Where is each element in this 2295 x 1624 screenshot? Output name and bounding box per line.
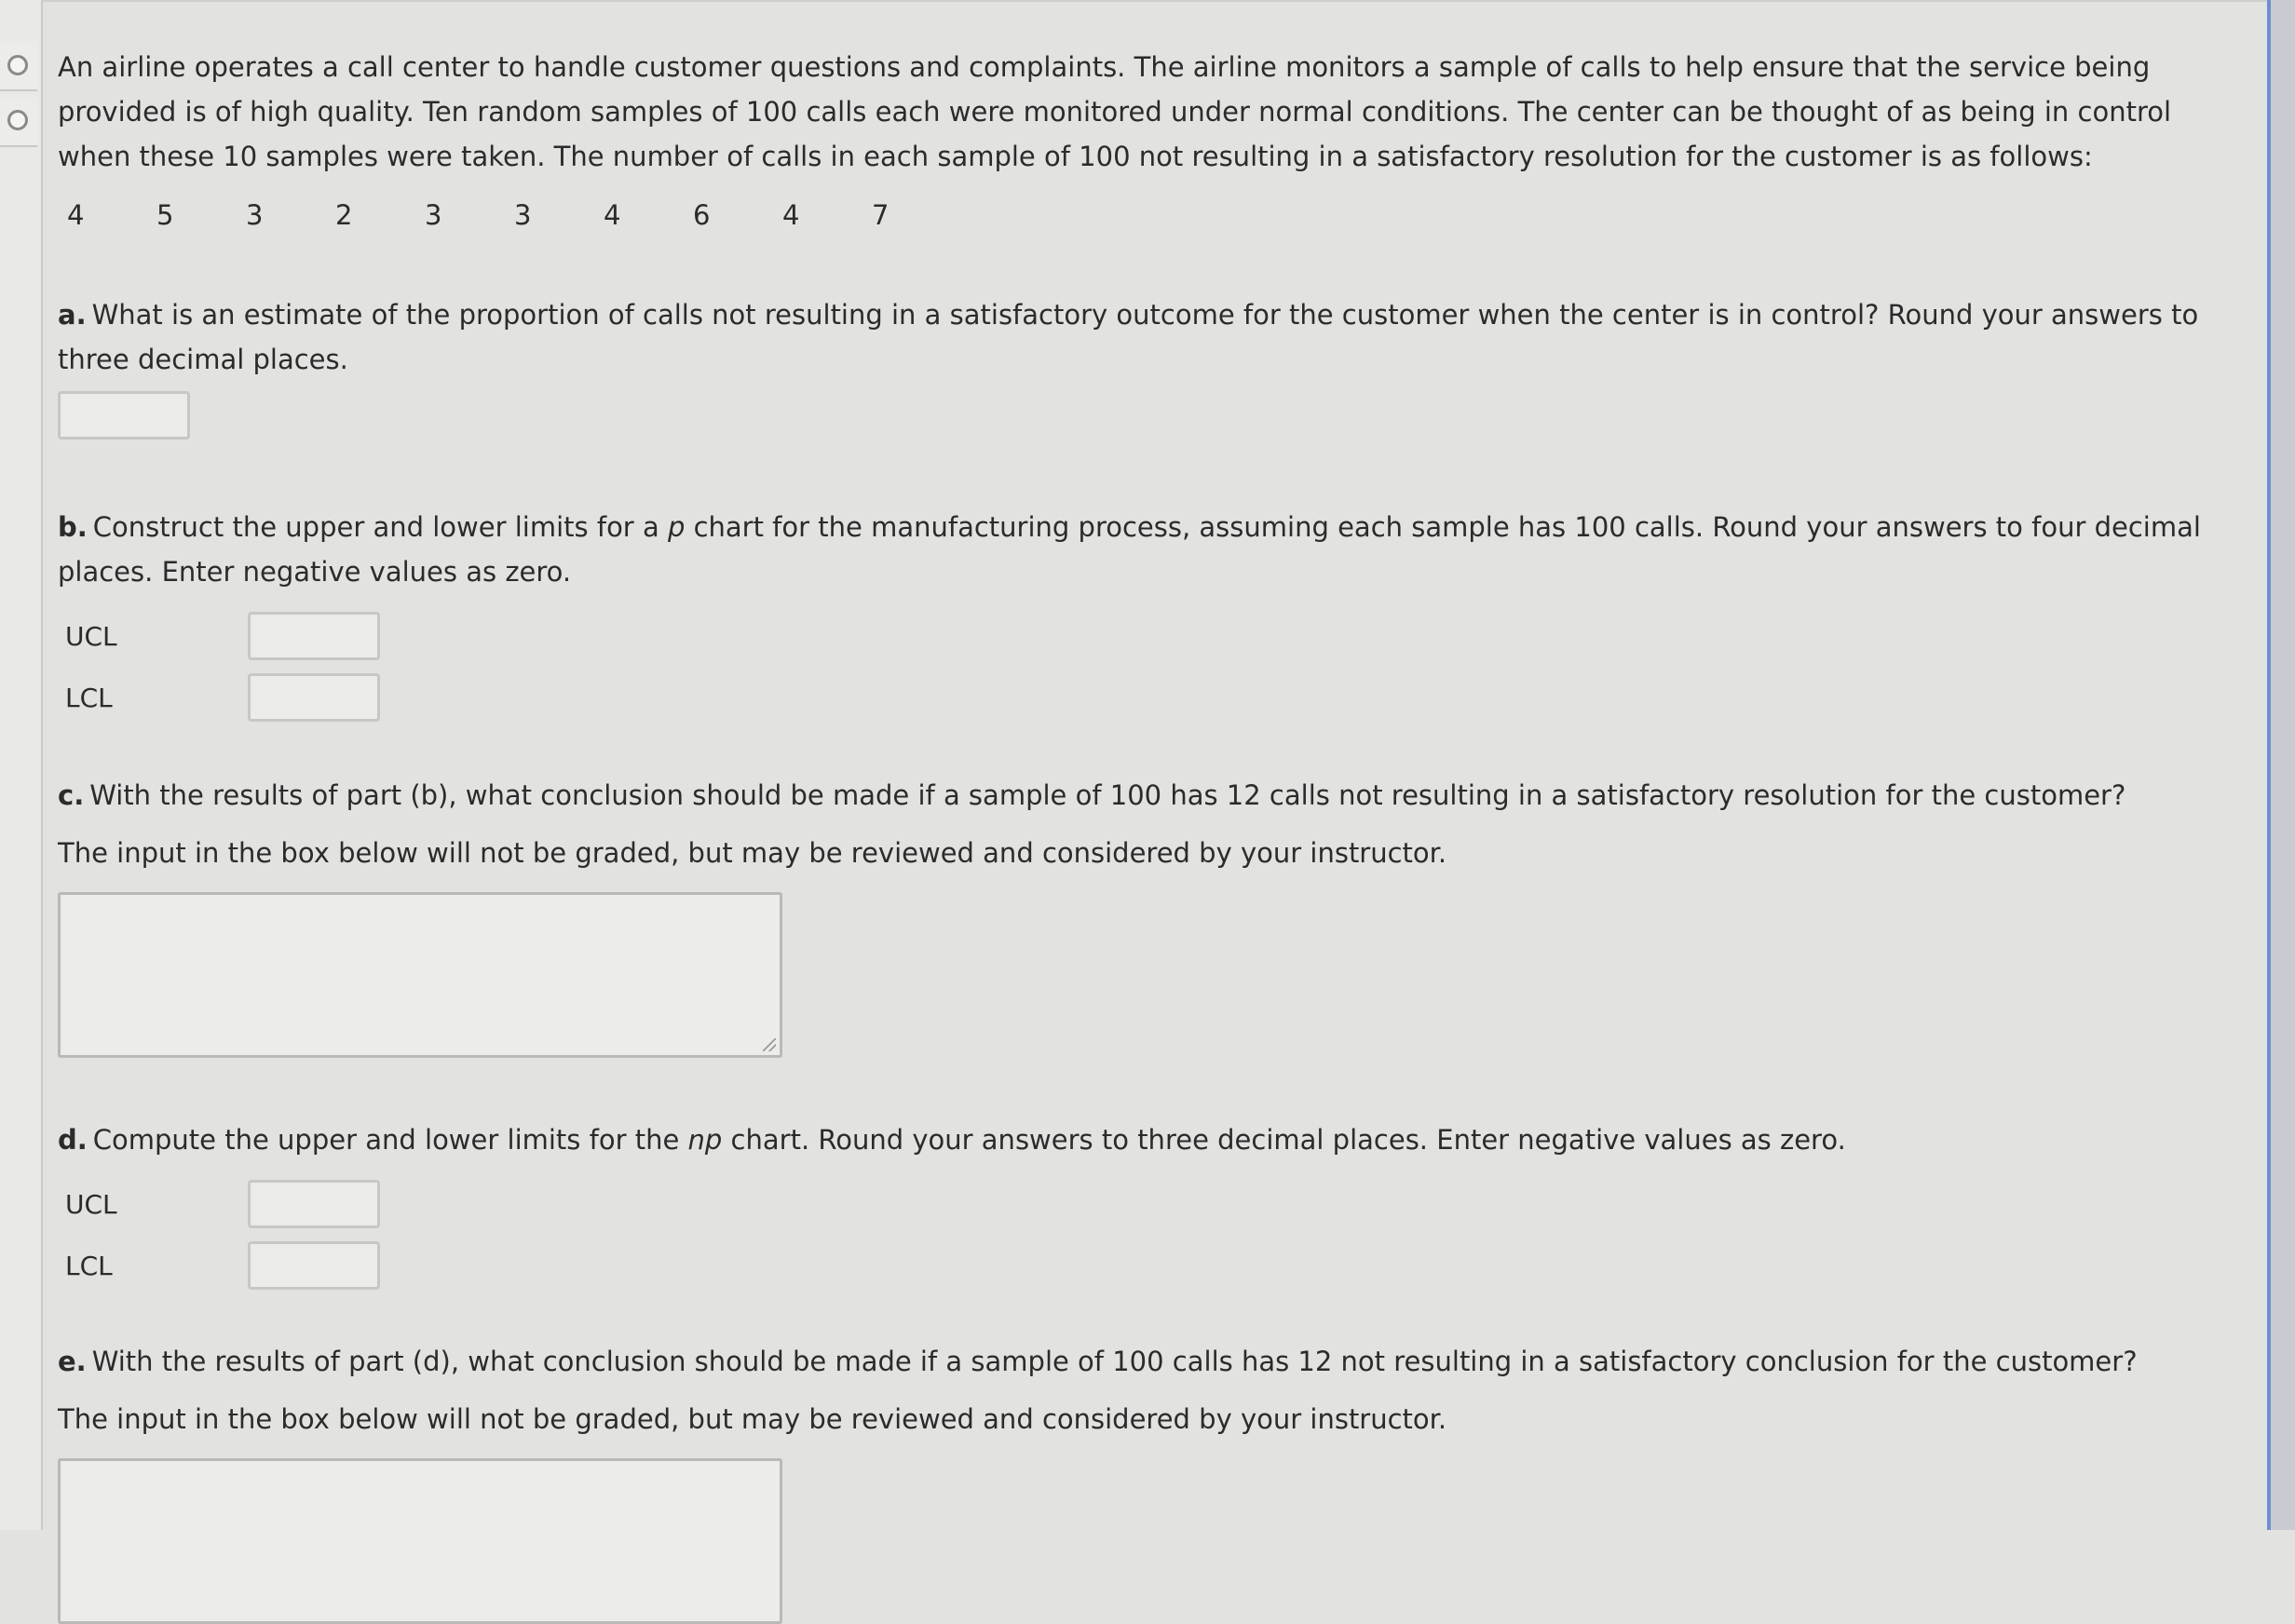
sample-value: 3 [425, 199, 442, 231]
np-ucl-input[interactable] [248, 1180, 380, 1228]
sample-value: 3 [514, 199, 532, 231]
question-content [58, 45, 2247, 1624]
np-lcl-input[interactable] [248, 1241, 380, 1290]
part-e-response-textarea[interactable] [58, 1458, 782, 1624]
lcl-label: LCL [65, 682, 113, 713]
p-chart-limits [58, 605, 2247, 728]
ucl-label: UCL [65, 620, 117, 652]
part-b-variable: p [667, 511, 686, 543]
part-c-question [58, 773, 2237, 818]
part-e-letter: e. [58, 1346, 87, 1377]
radio-icon[interactable] [7, 55, 28, 75]
sample-values [67, 199, 2247, 231]
part-c [58, 773, 2247, 1058]
sample-value: 7 [872, 199, 889, 231]
part-a-letter: a. [58, 299, 87, 331]
problem-intro: An airline operates a call center to handle customer questions and complaints. The airline monitors a sample of calls to help ensure that the service being provided is of high quality. Ten random samples of 100 calls each were monitored under normal conditions. The center can be thought of as being in control when these 10 samples were taken. The number of calls in each sample of 100 not resulting in a satisfactory resolution for the customer is as follows: [58, 51, 2172, 172]
sample-value: 4 [782, 199, 800, 231]
ucl-label: UCL [65, 1188, 117, 1220]
part-a [58, 292, 2247, 440]
part-e-question [58, 1339, 2237, 1384]
part-d-text-2: chart. Round your answers to three decimal places. Enter negative values as zero. [722, 1124, 1846, 1156]
part-b-question [58, 505, 2237, 594]
part-b-text-2: chart for the manufacturing process, assuming each sample has 100 calls. Round your answers to four decimal places. Enter negative values as zero. [58, 511, 2201, 588]
part-c-note: The input in the box below will not be graded, but may be reviewed and considered by your instructor. [58, 837, 1447, 869]
left-rail [0, 0, 43, 1530]
part-d-variable: np [687, 1124, 723, 1156]
sample-value: 3 [246, 199, 264, 231]
part-a-text: What is an estimate of the proportion of calls not resulting in a satisfactory outcome for the customer when the center is in control? Round your answers to three decimal places. [58, 299, 2199, 375]
sample-value: 4 [604, 199, 621, 231]
lcl-label: LCL [65, 1250, 113, 1281]
radio-icon[interactable] [7, 110, 28, 130]
part-d-letter: d. [58, 1124, 88, 1156]
part-c-response-textarea[interactable] [58, 892, 782, 1058]
part-d-question [58, 1117, 2237, 1162]
rail-tab-2[interactable] [0, 97, 37, 147]
part-c-text: With the results of part (b), what conclusion should be made if a sample of 100 has 12 calls not resulting in a satisfactory resolution for the customer? [89, 779, 2126, 811]
part-d [58, 1117, 2247, 1296]
proportion-input[interactable] [58, 391, 190, 440]
np-lcl-row [58, 1235, 2247, 1296]
part-a-question [58, 292, 2237, 382]
part-b [58, 505, 2247, 728]
part-b-text-1: Construct the upper and lower limits for a [92, 511, 668, 543]
p-lcl-row [58, 667, 2247, 728]
sample-value: 4 [67, 199, 85, 231]
p-ucl-row [58, 605, 2247, 667]
p-lcl-input[interactable] [248, 673, 380, 722]
np-ucl-row [58, 1173, 2247, 1235]
top-divider [41, 0, 2271, 2]
rail-tab-1[interactable] [0, 41, 37, 91]
part-b-letter: b. [58, 511, 88, 543]
sample-value: 2 [335, 199, 353, 231]
part-e-note: The input in the box below will not be graded, but may be reviewed and considered by your instructor. [58, 1403, 1447, 1435]
sample-value: 5 [156, 199, 174, 231]
sample-value: 6 [693, 199, 711, 231]
part-c-letter: c. [58, 779, 85, 811]
right-edge-panel [2267, 0, 2295, 1530]
part-e-text: With the results of part (d), what conclusion should be made if a sample of 100 calls has 12 not resulting in a satisfactory conclusion for the customer? [91, 1346, 2138, 1377]
resize-handle-icon[interactable] [763, 1038, 776, 1051]
p-ucl-input[interactable] [248, 612, 380, 660]
part-e [58, 1339, 2247, 1624]
np-chart-limits [58, 1173, 2247, 1296]
part-d-text-1: Compute the upper and lower limits for the [92, 1124, 688, 1156]
